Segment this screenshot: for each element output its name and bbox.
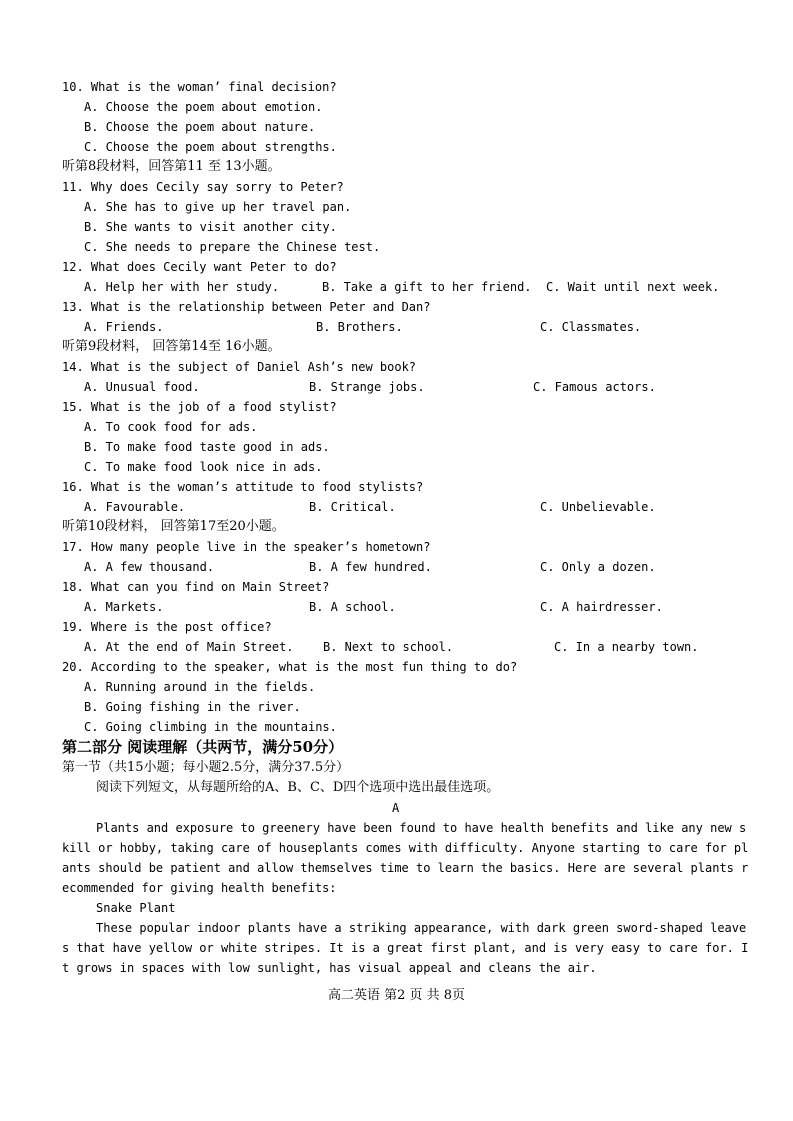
passage-line: s that have yellow or white stripes. It is a great first plant, and is very easy to care for. I [62,941,749,955]
question-text: What is the subject of Daniel Ash’s new book? [90,360,417,374]
question-20 [62,657,517,677]
section-heading: 第一节（共15小题；每小题2.5分，满分37.5分） [62,760,350,775]
option-10-c: C. Choose the poem about strengths. [84,140,337,154]
question-text: What is the relationship between Peter and Dan? [90,300,431,314]
question-13 [62,297,430,317]
option-13-c: C. Classmates. [540,320,642,334]
option-12-b: B. Take a gift to her friend. [322,280,532,294]
option-13-b: B. Brothers. [316,320,403,334]
option-13-a: A. Friends. [84,320,164,334]
question-16 [62,477,423,497]
passage-line: ants should be patient and allow themselves time to learn the basics. Here are several plants r [62,861,749,875]
question-number: 18. [62,580,84,594]
option-11-c: C. She needs to prepare the Chinese test. [84,240,381,254]
question-number: 19. [62,620,84,634]
passage-line: ecommended for giving health benefits: [62,881,337,895]
instruction-segment-10: 听第10段材料， 回答第17至20小题。 [62,519,285,534]
option-14-b: B. Strange jobs. [309,380,425,394]
page-footer: 高二英语 第2 页 共 8页 [327,988,466,1003]
question-number: 17. [62,540,84,554]
option-19-b: B. Next to school. [323,640,454,654]
option-19-c: C. In a nearby town. [554,640,699,654]
question-18 [62,577,329,597]
question-number: 16. [62,480,84,494]
question-text: What can you find on Main Street? [90,580,330,594]
passage-line: These popular indoor plants have a striking appearance, with dark green sword-shaped leave [96,921,747,935]
instruction-segment-8: 听第8段材料，回答第11 至 13小题。 [62,159,281,174]
question-14 [62,357,416,377]
option-16-b: B. Critical. [309,500,396,514]
option-17-b: B. A few hundred. [309,560,432,574]
question-number: 14. [62,360,84,374]
option-18-a: A. Markets. [84,600,164,614]
passage-line: kill or hobby, taking care of houseplants comes with difficulty. Anyone starting to care for pl [62,841,749,855]
question-text: Why does Cecily say sorry to Peter? [90,180,344,194]
option-20-a: A. Running around in the fields. [84,680,316,694]
question-number: 13. [62,300,84,314]
question-text: According to the speaker, what is the most fun thing to do? [90,660,518,674]
option-19-a: A. At the end of Main Street. [84,640,294,654]
option-17-c: C. Only a dozen. [540,560,656,574]
question-number: 12. [62,260,84,274]
option-15-c: C. To make food look nice in ads. [84,460,323,474]
option-20-c: C. Going climbing in the mountains. [84,720,337,734]
option-17-a: A. A few thousand. [84,560,215,574]
option-20-b: B. Going fishing in the river. [84,700,301,714]
option-12-c: C. Wait until next week. [546,280,720,294]
question-text: What is the woman’s attitude to food stylists? [90,480,424,494]
option-15-b: B. To make food taste good in ads. [84,440,330,454]
question-text: What is the job of a food stylist? [90,400,337,414]
question-11 [62,177,344,197]
option-10-b: B. Choose the poem about nature. [84,120,316,134]
question-number: 10. [62,80,84,94]
instruction-segment-9: 听第9段材料， 回答第14至 16小题。 [62,339,281,354]
question-text: What is the woman’ final decision? [90,80,337,94]
option-15-a: A. To cook food for ads. [84,420,258,434]
option-18-c: C. A hairdresser. [540,600,663,614]
question-number: 15. [62,400,84,414]
part-heading: 第二部分 阅读理解（共两节，满分50分） [62,738,344,756]
option-18-b: B. A school. [309,600,396,614]
option-11-b: B. She wants to visit another city. [84,220,337,234]
option-16-c: C. Unbelievable. [540,500,656,514]
option-14-a: A. Unusual food. [84,380,200,394]
question-19 [62,617,272,637]
question-text: Where is the post office? [90,620,272,634]
option-16-a: A. Favourable. [84,500,186,514]
option-10-a: A. Choose the poem about emotion. [84,100,323,114]
option-12-a: A. Help her with her study. [84,280,280,294]
question-17 [62,537,430,557]
question-text: What does Cecily want Peter to do? [90,260,337,274]
question-15 [62,397,337,417]
passage-subheading: Snake Plant [96,901,176,915]
question-12 [62,257,337,277]
question-10 [62,77,337,97]
passage-line: t grows in spaces with low sunlight, has visual appeal and cleans the air. [62,961,597,975]
question-number: 11. [62,180,84,194]
question-text: How many people live in the speaker’s hometown? [90,540,431,554]
passage-line: Plants and exposure to greenery have been found to have health benefits and like any new s [96,821,747,835]
passage-label: A [392,801,400,815]
option-14-c: C. Famous actors. [533,380,656,394]
reading-directions: 阅读下列短文，从每题所给的A、B、C、D四个选项中选出最佳选项。 [96,780,500,795]
option-11-a: A. She has to give up her travel pan. [84,200,352,214]
question-number: 20. [62,660,84,674]
